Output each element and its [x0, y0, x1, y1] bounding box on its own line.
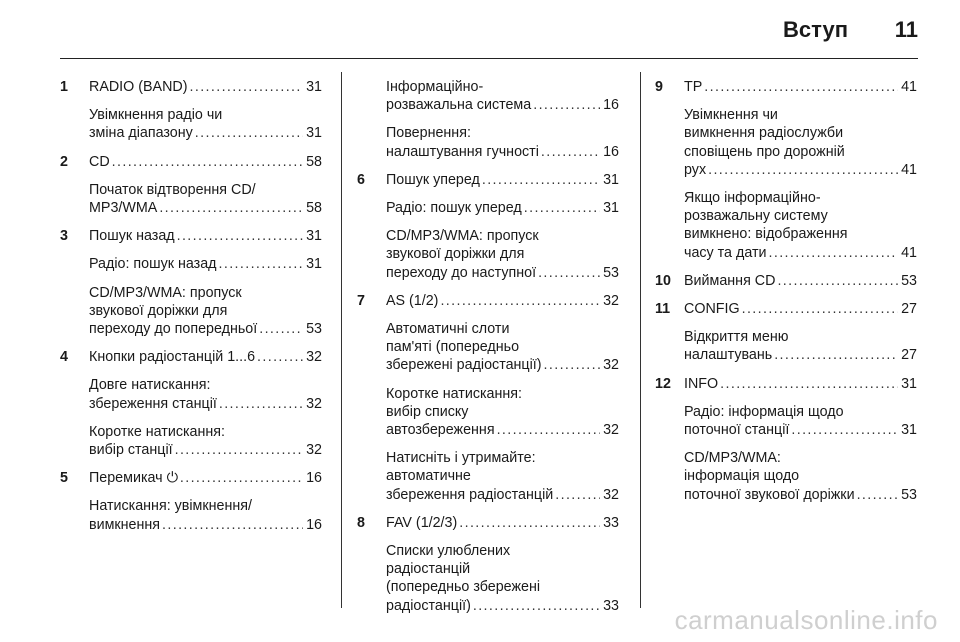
entry-text: вибір станції [89, 442, 173, 459]
page-reference: 58 [306, 200, 322, 217]
entry-text: CD/MP3/WMA: пропуск [89, 284, 242, 301]
entry-text: Пошук уперед [386, 171, 480, 188]
page-reference: 31 [901, 422, 917, 439]
entry-text: INFO [684, 375, 719, 392]
entry-leader-line [89, 124, 322, 142]
entry-number: 1 [60, 79, 68, 95]
dot-leader [180, 469, 303, 487]
entry-text: сповіщень про дорожній [684, 143, 845, 160]
dot-leader [555, 486, 600, 504]
entry-text: RADIO (BAND) [89, 79, 188, 95]
watermark: carmanualsonline.info [674, 605, 938, 635]
entry-text: переходу до попередньої [89, 321, 258, 338]
entry-text: звукової доріжки для [386, 246, 525, 263]
entry-leader-line [684, 272, 917, 290]
page-reference: 31 [306, 228, 322, 245]
dot-leader [720, 375, 898, 393]
entry-text: Радіо: пошук назад [89, 256, 217, 273]
dot-leader [482, 171, 600, 189]
dot-leader [704, 78, 898, 96]
page-reference: 32 [306, 442, 322, 459]
index-entry [655, 375, 917, 393]
page-reference: 53 [603, 264, 619, 281]
entry-text: Увімкнення чи [684, 107, 778, 124]
index-entry [357, 171, 619, 189]
index-entry [655, 189, 917, 262]
entry-text: Увімкнення радіо чи [89, 107, 223, 124]
page-reference: 16 [603, 143, 619, 160]
entry-leader-line [684, 244, 917, 262]
page-reference: 31 [603, 200, 619, 217]
index-entry [60, 106, 322, 142]
index-entry [357, 199, 619, 217]
page-reference: 32 [306, 395, 322, 412]
entry-text: інформація щодо [684, 468, 800, 485]
index-column-2 [357, 78, 619, 625]
entry-text: Довге натискання: [89, 377, 211, 394]
page-reference: 31 [603, 171, 619, 188]
entry-leader-line [89, 227, 322, 245]
index-entry [655, 328, 917, 364]
entry-text: Кнопки радіостанцій 1...6 [89, 349, 256, 366]
entry-leader-line [684, 346, 917, 364]
index-entry [357, 124, 619, 160]
entry-text: автозбереження [386, 422, 495, 439]
entry-leader-line [386, 514, 619, 532]
entry-leader-line [89, 199, 322, 217]
column-divider [341, 72, 342, 608]
index-entry [655, 449, 917, 504]
entry-text: Інформаційно- [386, 79, 484, 95]
dot-leader [777, 272, 898, 290]
entry-text: налаштувань [684, 347, 773, 364]
page-reference: 58 [306, 153, 322, 170]
page-reference: 16 [306, 470, 322, 487]
dot-leader [259, 320, 303, 338]
entry-leader-line [89, 348, 322, 366]
entry-text: Початок відтворення CD/ [89, 181, 256, 198]
entry-text: FAV (1/2/3) [386, 514, 458, 531]
page-reference: 41 [901, 79, 917, 95]
entry-text: автоматичне [386, 468, 471, 485]
entry-text: Натискання: увімкнення/ [89, 498, 252, 515]
entry-text: вибір списку [386, 403, 469, 420]
index-entry [357, 78, 619, 114]
dot-leader [538, 264, 600, 282]
entry-text: Коротке натискання: [89, 423, 225, 440]
page-reference: 31 [306, 125, 322, 142]
entry-text: вимкнення [89, 516, 161, 533]
index-entry [60, 376, 322, 412]
entry-number: 7 [357, 292, 365, 309]
entry-text: AS (1/2) [386, 292, 439, 309]
index-entry [655, 272, 917, 290]
index-entry [357, 542, 619, 615]
entry-number: 3 [60, 228, 68, 245]
entry-text: радіостанцій [386, 561, 471, 578]
dot-leader [112, 153, 303, 171]
dot-leader [524, 199, 600, 217]
entry-text: Перемикач ⏻ [89, 470, 178, 487]
index-entry [60, 469, 322, 487]
index-entry [357, 227, 619, 282]
entry-leader-line [386, 199, 619, 217]
page-reference: 31 [306, 79, 322, 95]
entry-text: Повернення: [386, 125, 471, 142]
entry-leader-line [386, 96, 619, 114]
entry-leader-line [89, 395, 322, 413]
entry-text: Радіо: інформація щодо [684, 403, 844, 420]
entry-leader-line [684, 375, 917, 393]
entry-text: збереження станції [89, 395, 217, 412]
entry-text: CD/MP3/WMA: пропуск [386, 228, 539, 245]
dot-leader [175, 441, 304, 459]
index-entry [60, 284, 322, 339]
page-reference: 31 [901, 375, 917, 392]
page-reference: 32 [603, 422, 619, 439]
entry-leader-line [684, 161, 917, 179]
entry-number: 10 [655, 272, 671, 289]
entry-text: пам'яті (попередньо [386, 339, 520, 356]
index-entry [60, 78, 322, 96]
page-reference: 27 [901, 347, 917, 364]
entry-text: вимкнення радіослужби [684, 125, 844, 142]
entry-text: розважальна система [386, 97, 532, 114]
dot-leader [219, 395, 303, 413]
dot-leader [708, 161, 898, 179]
entry-leader-line [89, 516, 322, 534]
column-divider [640, 72, 641, 608]
entry-text: зміна діапазону [89, 125, 193, 142]
dot-leader [857, 486, 899, 504]
entry-number: 12 [655, 375, 671, 392]
page-reference: 32 [603, 357, 619, 374]
entry-text: поточної станції [684, 422, 790, 439]
index-entry [60, 227, 322, 245]
entry-leader-line [89, 320, 322, 338]
entry-text: налаштування гучності [386, 143, 539, 160]
page-header [60, 0, 918, 59]
entry-text: CD/MP3/WMA: [684, 450, 781, 467]
entry-text: часу та дати [684, 244, 767, 261]
entry-leader-line [89, 78, 322, 96]
page-reference: 41 [901, 244, 917, 261]
entry-leader-line [386, 597, 619, 615]
dot-leader [544, 356, 601, 374]
index-entry [357, 320, 619, 375]
entry-leader-line [386, 292, 619, 310]
entry-number: 9 [655, 79, 663, 95]
dot-leader [177, 227, 303, 245]
entry-text: поточної звукової доріжки [684, 486, 855, 503]
entry-text: Радіо: пошук уперед [386, 200, 522, 217]
entry-text: вимкнено: відображення [684, 226, 848, 243]
entry-number: 5 [60, 470, 68, 487]
dot-leader [742, 300, 898, 318]
entry-text: звукової доріжки для [89, 302, 228, 319]
entry-number: 8 [357, 514, 365, 531]
entry-leader-line [89, 255, 322, 273]
index-entry [655, 106, 917, 179]
index-column-3 [655, 78, 917, 514]
page-reference: 32 [306, 349, 322, 366]
entry-leader-line [684, 486, 917, 504]
entry-leader-line [89, 441, 322, 459]
entry-number: 11 [655, 301, 671, 318]
index-entry [60, 181, 322, 217]
page-reference: 53 [306, 321, 322, 338]
entry-leader-line [386, 356, 619, 374]
page-reference: 32 [603, 486, 619, 503]
entry-text: CONFIG [684, 301, 740, 318]
dot-leader [541, 143, 600, 161]
entry-text: Відкриття меню [684, 329, 789, 346]
dot-leader [791, 421, 898, 439]
entry-leader-line [89, 153, 322, 171]
dot-leader [774, 346, 898, 364]
page-reference: 33 [603, 514, 619, 531]
entry-number: 6 [357, 171, 365, 188]
entry-leader-line [386, 143, 619, 161]
entry-leader-line [684, 421, 917, 439]
page-title: Вступ [783, 17, 848, 42]
index-entry [60, 153, 322, 171]
dot-leader [257, 348, 303, 366]
index-entry [655, 403, 917, 439]
index-column-1 [60, 78, 322, 544]
entry-leader-line [89, 469, 322, 487]
dot-leader [769, 244, 899, 262]
dot-leader [440, 292, 600, 310]
index-entry [60, 423, 322, 459]
dot-leader [195, 124, 303, 142]
page-reference: 41 [901, 161, 917, 178]
dot-leader [162, 516, 303, 534]
index-entry [655, 78, 917, 96]
page-reference: 31 [306, 256, 322, 273]
entry-text: рух [684, 161, 707, 178]
entry-leader-line [386, 421, 619, 439]
entry-text: Автоматичні слоти [386, 321, 510, 338]
index-entry [357, 385, 619, 440]
entry-text: розважальну систему [684, 208, 828, 225]
dot-leader [497, 421, 601, 439]
page-reference: 33 [603, 597, 619, 614]
entry-leader-line [386, 264, 619, 282]
entry-text: Якщо інформаційно- [684, 190, 821, 207]
entry-leader-line [684, 78, 917, 96]
entry-text: збережені радіостанції) [386, 357, 542, 374]
entry-text: Виймання CD [684, 272, 776, 289]
index-entry [357, 292, 619, 310]
dot-leader [190, 78, 304, 96]
entry-text: CD [89, 153, 110, 170]
entry-text: радіостанції) [386, 597, 471, 614]
index-entry [60, 497, 322, 533]
entry-text: переходу до наступної [386, 264, 537, 281]
dot-leader [219, 255, 304, 273]
entry-text: Пошук назад [89, 228, 175, 245]
index-entry [60, 255, 322, 273]
entry-number: 2 [60, 153, 68, 170]
page-reference: 27 [901, 301, 917, 318]
page-number: 11 [894, 17, 918, 42]
dot-leader [159, 199, 303, 217]
entry-leader-line [386, 486, 619, 504]
entry-text: Коротке натискання: [386, 385, 522, 402]
index-entry [60, 348, 322, 366]
entry-leader-line [386, 171, 619, 189]
page-reference: 53 [901, 272, 917, 289]
dot-leader [459, 514, 600, 532]
page-reference: 53 [901, 486, 917, 503]
entry-number: 4 [60, 349, 68, 366]
dot-leader [473, 597, 600, 615]
entry-text: TP [684, 79, 703, 95]
entry-text: збереження радіостанцій [386, 486, 554, 503]
page-reference: 16 [306, 516, 322, 533]
dot-leader [533, 96, 600, 114]
page-reference: 16 [603, 97, 619, 114]
page-reference: 32 [603, 292, 619, 309]
index-entry [655, 300, 917, 318]
index-entry [357, 514, 619, 532]
entry-leader-line [684, 300, 917, 318]
entry-text: MP3/WMA [89, 200, 158, 217]
index-entry [357, 449, 619, 504]
entry-text: Натисніть і утримайте: [386, 450, 536, 467]
entry-text: Списки улюблених [386, 543, 511, 560]
entry-text: (попередньо збережені [386, 579, 541, 596]
